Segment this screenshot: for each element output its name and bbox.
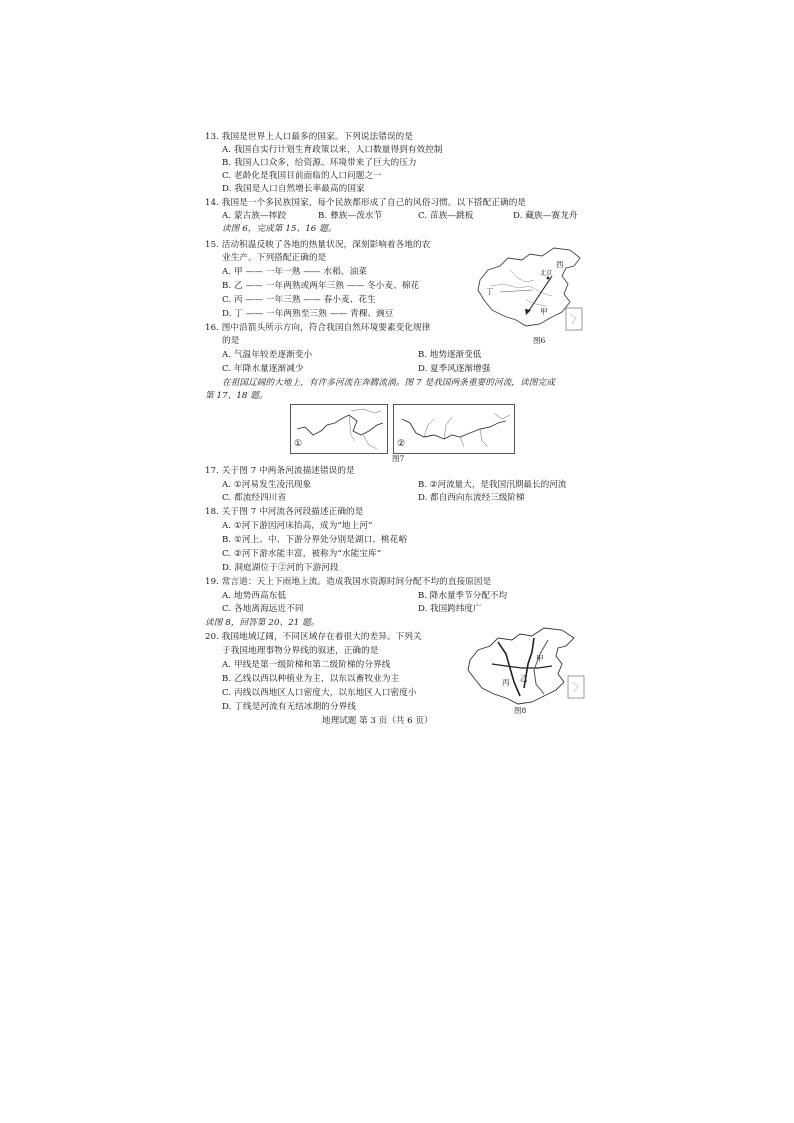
q13-stem: 13. 我国是世界上人口最多的国家。下列说法错误的是 [205,132,414,142]
fig6-caption: 图6 [533,336,546,345]
q16-stem-line1: 16. 图中沿箭头所示方向，符合我国自然环境要素变化规律 [205,323,431,333]
q14-option-a: A. 蒙古族—摔跤 [222,211,287,221]
q20-option-b: B. 乙线以西以种植业为主，以东以畜牧业为主 [222,674,400,684]
figure-7-panel-2 [393,404,515,454]
q20-option-d: D. 丁线是河流有无结冰期的分界线 [222,702,357,712]
figure-7-panel-1 [290,404,388,454]
intro-20-21: 读图 8，回答第 20、21 题。 [205,618,320,628]
fig8-label-bing: 丙 [502,678,510,687]
q19-option-a: A. 地势西高东低 [222,591,287,601]
q16-option-d: D. 夏季风逐渐增强 [418,364,491,374]
fig6-label-beijing: 北京 [540,270,553,277]
q19-option-d: D. 我国跨纬度广 [418,604,482,614]
q20-stem-line2: 于我国地理事物分界线的叙述，正确的是 [222,646,379,656]
fig6-label-xi: 西 [556,260,564,269]
q15-option-a: A. 甲 —— 一年一熟 —— 水稻、油菜 [222,267,368,277]
q18-option-b: B. ①河上、中、下游分界处分别是湖口、桃花峪 [222,535,408,545]
q17-option-c: C. 都流经四川省 [222,493,287,503]
figure-8-map [462,624,596,710]
q15-option-b: B. 乙 —— 一年两熟或两年三熟 —— 冬小麦、棉花 [222,281,420,291]
q14-option-d: D. 藏族—赛龙舟 [513,211,578,221]
page-footer: 地理试题 第 3 页（共 6 页） [322,716,433,726]
q19-option-c: C. 各地离海远近不同 [222,604,304,614]
q15-option-c: C. 丙 —— 一年三熟 —— 春小麦、花生 [222,295,376,305]
q17-option-d: D. 都自西向东流经三级阶梯 [418,493,525,503]
q18-option-d: D. 洞庭湖位于②河的下游河段 [222,563,339,573]
q14-option-b: B. 彝族—泼水节 [318,211,383,221]
figure-6-map [470,240,600,340]
fig7-panel2-label: ② [397,439,406,449]
q20-stem-line1: 20. 我国地域辽阔，不同区域存在着很大的差异。下列关 [205,632,422,642]
q18-stem: 18. 关于图 7 中河流各河段描述正确的是 [205,507,364,517]
q20-option-a: A. 甲线是第一级阶梯和第二级阶梯的分界线 [222,660,391,670]
q13-option-b: B. 我国人口众多，给资源、环境带来了巨大的压力 [222,158,417,168]
q13-option-d: D. 我国是人口自然增长率最高的国家 [222,184,365,194]
q13-option-a: A. 我国自实行计划生育政策以来，人口数量得到有效控制 [222,145,443,155]
q16-stem-line2: 的是 [222,336,240,346]
fig8-label-jia: 甲 [536,654,544,663]
q16-option-c: C. 年降水量逐渐减少 [222,364,304,374]
intro-17-18-line1: 在祖国辽阔的大地上，有许多河流在奔腾流淌。图 7 是我国两条重要的河流，读图完成 [222,378,555,388]
q17-stem: 17. 关于图 7 中两条河流描述错误的是 [205,466,355,476]
q15-stem-line2: 业生产。下列搭配正确的是 [222,253,327,263]
q14-stem: 14. 我国是一个多民族国家，每个民族都形成了自己的风俗习惯。以下搭配正确的是 [205,198,527,208]
intro-15-16: 读图 6，完成第 15、16 题。 [222,224,337,234]
q16-option-b: B. 地势逐渐变低 [418,350,482,360]
q20-option-c: C. 丙线以西地区人口密度大，以东地区人口密度小 [222,688,417,698]
q17-option-a: A. ①河易发生凌汛现象 [222,480,312,490]
fig6-label-ding: 丁 [486,287,494,296]
q19-option-b: B. 降水量季节分配不均 [418,591,508,601]
fig8-caption: 图8 [514,706,527,715]
q17-option-b: B. ②河流量大，是我国汛期最长的河流 [418,480,567,490]
q14-option-c: C. 苗族—跳板 [418,211,474,221]
q15-option-d: D. 丁 —— 一年两熟至三熟 —— 青稞、豌豆 [222,309,394,319]
q15-stem-line1: 15. 活动积温反映了各地的热量状况，深刻影响着各地的农 [205,240,431,250]
q18-option-c: C. ②河下游水能丰富，被称为“水能宝库” [222,549,382,559]
fig8-label-yi: 乙 [520,674,528,683]
q13-option-c: C. 老龄化是我国目前面临的人口问题之一 [222,171,382,181]
fig6-label-jia: 甲 [540,307,548,316]
q18-option-a: A. ①河下游因河床抬高，成为“地上河” [222,521,373,531]
q16-option-a: A. 气温年较差逐渐变小 [222,350,313,360]
fig7-panel1-label: ① [294,439,303,449]
fig7-caption: 图7 [392,454,405,463]
intro-17-18-line2: 第 17、18 题。 [205,391,268,401]
q19-stem: 19. 常言道：天上下雨地上流。造成我国水资源时间分配不均的直接原因是 [205,577,492,587]
